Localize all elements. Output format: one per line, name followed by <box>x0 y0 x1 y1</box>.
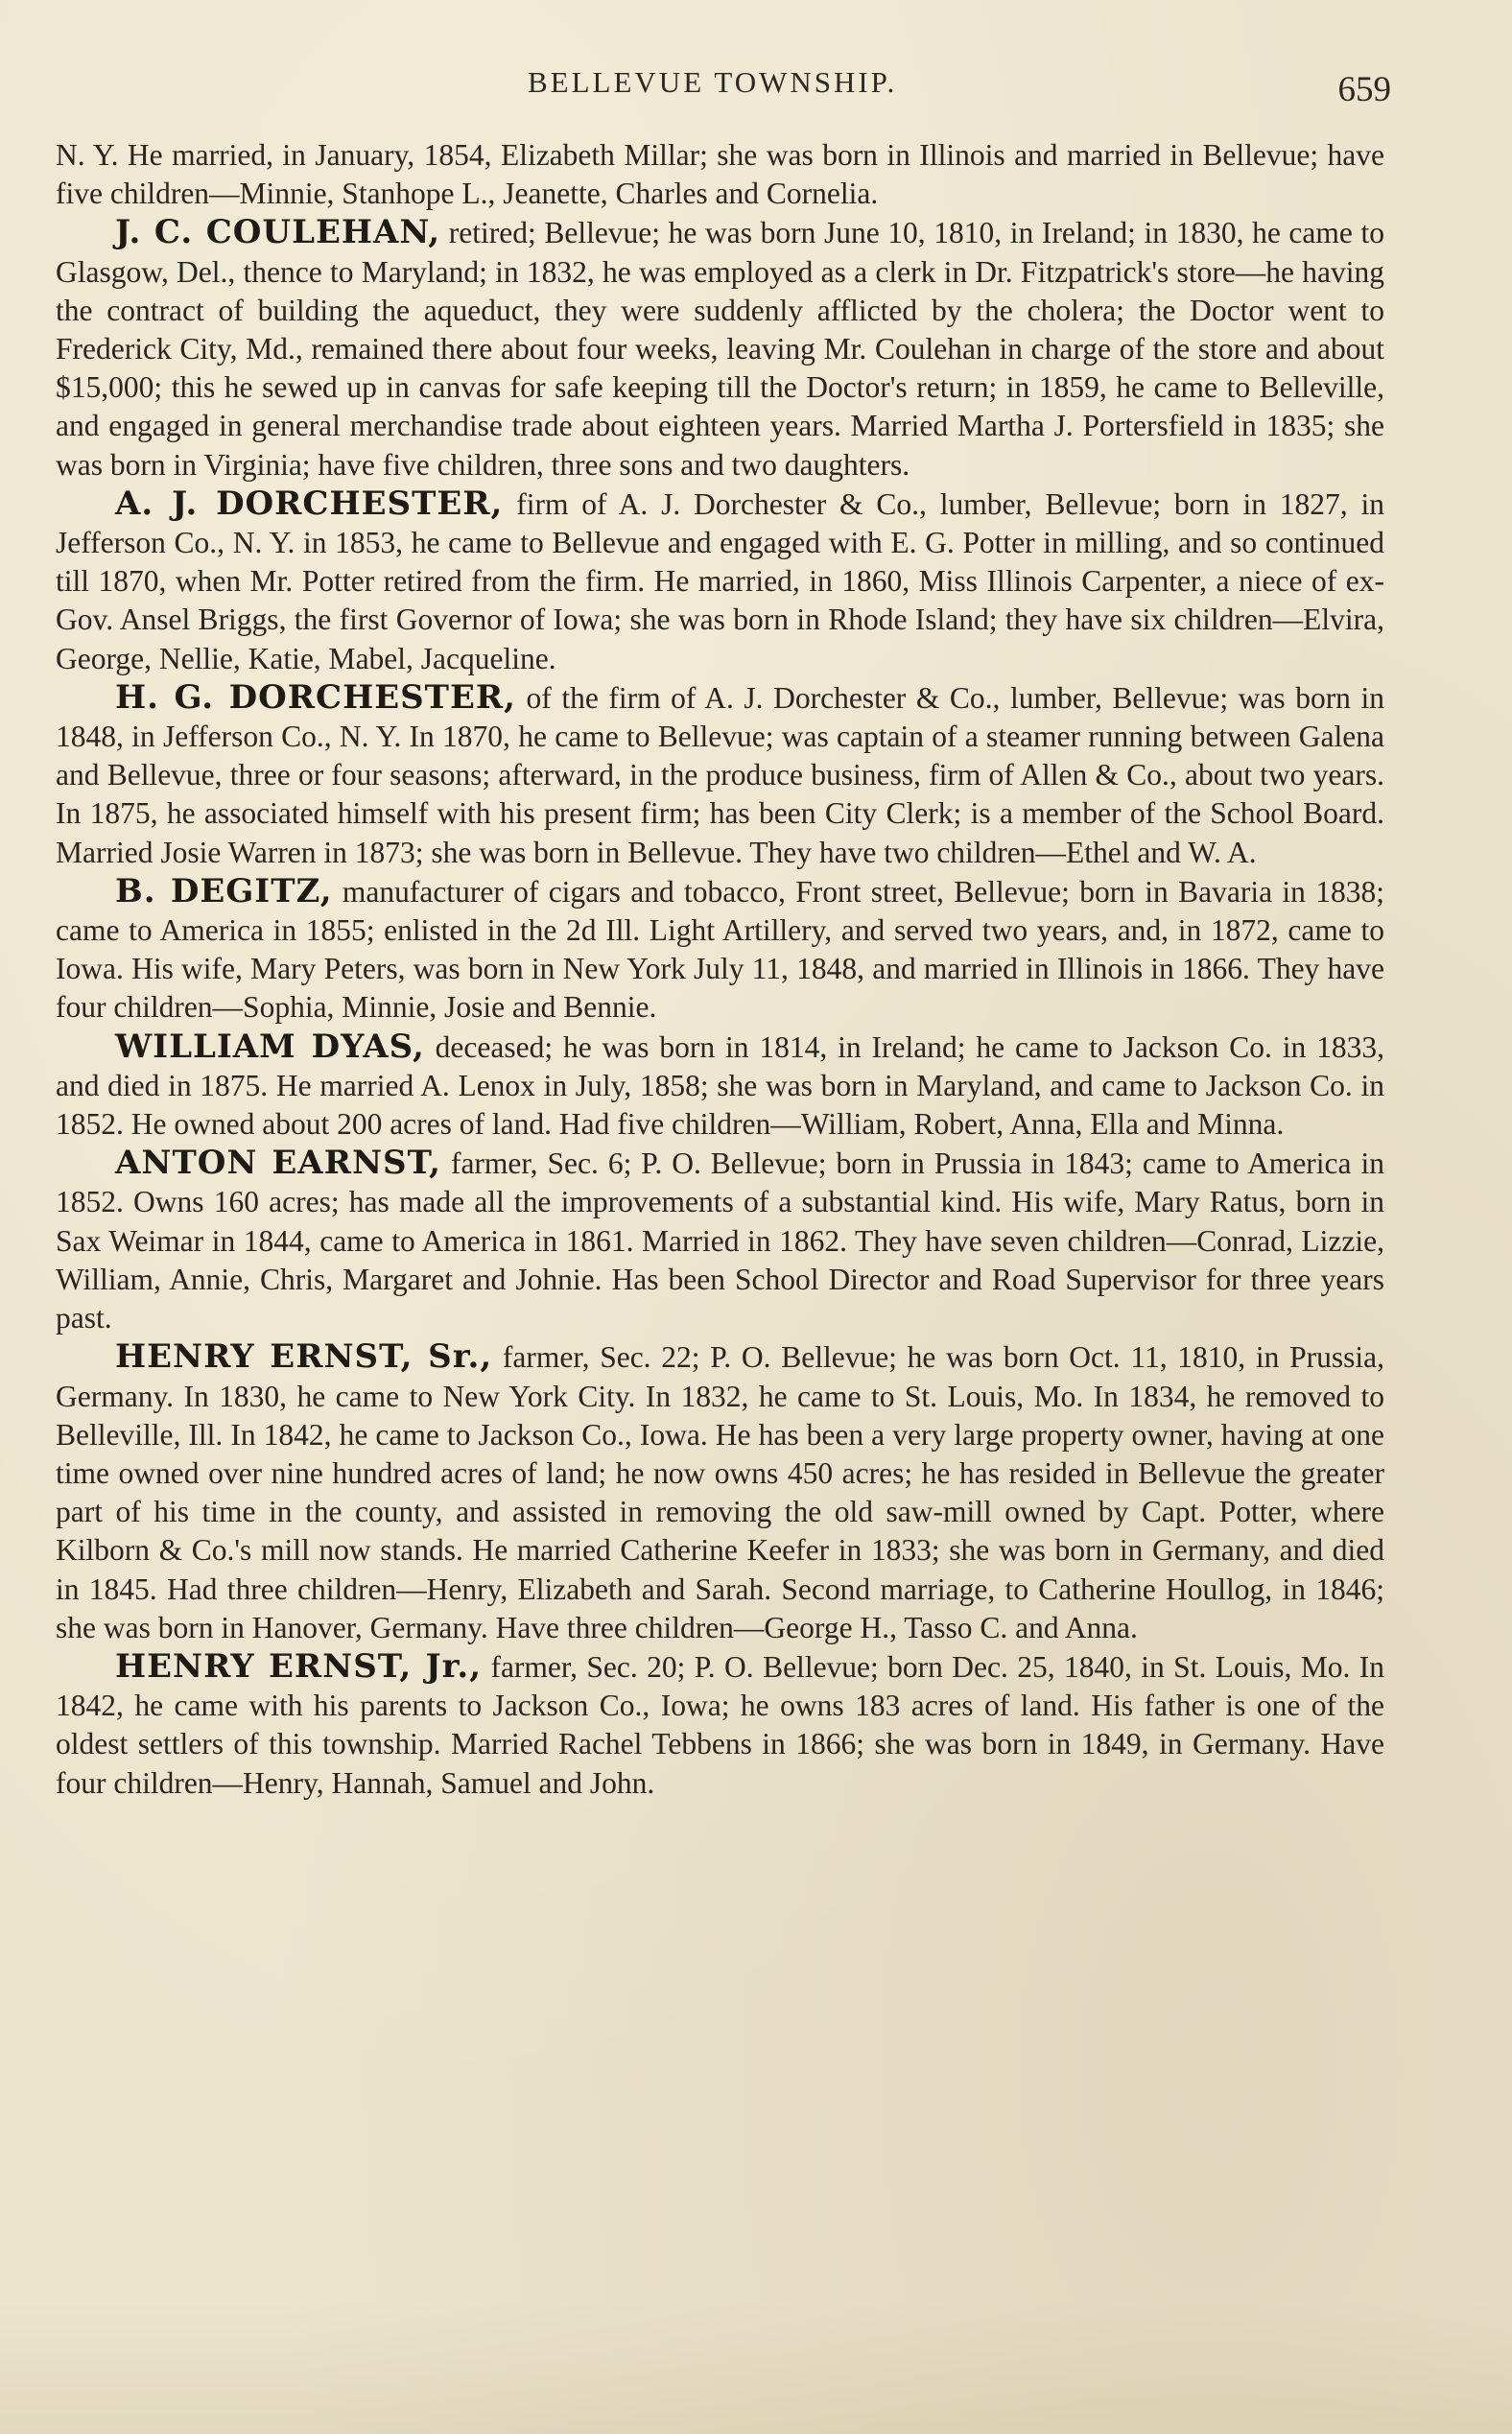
entry-text: deceased; he was born in 1814, in Ireland; he came to Jackson Co. in 1833, and died in 1875. He married A. Lenox in July, 1858; she was born in Maryland, and came to Jackson Co. in 1852. He owned about 200 acres of land. Had five children—William, Robert, Anna, Ella and Minna. <box>56 1029 1384 1142</box>
running-head: BELLEVUE TOWNSHIP. <box>528 65 898 99</box>
entry-name: ANTON EARNST, <box>115 1144 441 1183</box>
entry-continued <box>56 136 1384 213</box>
biographical-entries <box>56 136 1384 1803</box>
entry-name: A. J. DORCHESTER, <box>115 484 504 523</box>
entry-henry-ernst-sr <box>56 1337 1384 1647</box>
page-number: 659 <box>1337 70 1391 109</box>
entry-name: HENRY ERNST, Jr., <box>115 1646 483 1686</box>
entry-text: manufacturer of cigars and tobacco, Front street, Bellevue; born in Bavaria in 1838; came to America in 1855; enlisted in the 2d Ill. Light Artillery, and served two years, and, in 1872, came to Iowa. His wife, Mary Peters, was born in New York July 11, 1848, and married in Illinois in 1866. They have four children—Sophia, Minnie, Josie and Bennie. <box>56 874 1384 1025</box>
entry-text: N. Y. He married, in January, 1854, Elizabeth Millar; she was born in Illinois and married in Bellevue; have five children—Minnie, Stanhope L., Jeanette, Charles and Cornelia. <box>56 138 1384 211</box>
entry-name: HENRY ERNST, Sr., <box>115 1337 493 1377</box>
page-header <box>58 59 1391 117</box>
entry-name: H. G. DORCHESTER, <box>115 677 516 717</box>
entry-anton-earnst <box>56 1144 1384 1337</box>
entry-j-c-coulehan <box>56 213 1384 484</box>
page-bottom-margin <box>0 2300 1512 2434</box>
entry-text: farmer, Sec. 20; P. O. Bellevue; born Dec. 25, 1840, in St. Louis, Mo. In 1842, he came with his parents to Jackson Co., Iowa; he owns 183 acres of land. His father is one of the oldest settlers of this township. Married Rachel Tebbens in 1866; she was born in 1849, in Germany. Have four children—Henry, Hannah, Samuel and John. <box>56 1649 1384 1800</box>
entry-text: firm of A. J. Dorchester & Co., lumber, Bellevue; born in 1827, in Jefferson Co., N. Y. in 1853, he came to Bellevue and engaged with E. G. Potter in milling, and so continued till 1870, when Mr. Potter retired from the firm. He married, in 1860, Miss Illinois Carpenter, a niece of ex-Gov. Ansel Briggs, the first Governor of Iowa; she was born in Rhode Island; they have six children—Elvira, George, Nellie, Katie, Mabel, Jacqueline. <box>56 486 1384 675</box>
entry-name: J. C. COULEHAN, <box>115 213 441 252</box>
entry-h-g-dorchester <box>56 678 1384 872</box>
entry-text: retired; Bellevue; he was born June 10, 1810, in Ireland; in 1830, he came to Glasgow, Del., thence to Maryland; in 1832, he was employed as a clerk in Dr. Fitzpatrick's store—he having the contract of building the aqueduct, they were suddenly afflicted by the cholera; the Doctor went to Frederick City, Md., remained there about four weeks, leaving Mr. Coulehan in charge of the store and about $15,000; this he sewed up in canvas for safe keeping till the Doctor's return; in 1859, he came to Belleville, and engaged in general merchandise trade about eighteen years. Married Martha J. Portersfield in 1835; she was born in Virginia; have five children, three sons and two daughters. <box>56 216 1384 482</box>
entry-b-degitz <box>56 872 1384 1028</box>
entry-a-j-dorchester <box>56 484 1384 678</box>
entry-name: B. DEGITZ, <box>115 871 333 910</box>
entry-name: WILLIAM DYAS, <box>115 1027 425 1066</box>
entry-text: farmer, Sec. 6; P. O. Bellevue; born in Prussia in 1843; came to America in 1852. Owns 160 acres; has made all the improvements of a substantial kind. His wife, Mary Ratus, born in Sax Weimar in 1844, came to America in 1861. Married in 1862. They have seven children—Conrad, Lizzie, William, Annie, Chris, Margaret and Johnie. Has been School Director and Road Supervisor for three years past. <box>56 1146 1384 1335</box>
entry-text: of the firm of A. J. Dorchester & Co., lumber, Bellevue; was born in 1848, in Jefferson Co., N. Y. In 1870, he came to Bellevue; was captain of a steamer running between Galena and Bellevue, three or four seasons; afterward, in the produce business, firm of Allen & Co., about two years. In 1875, he associated himself with his present firm; has been City Clerk; is a member of the School Board. Married Josie Warren in 1873; she was born in Bellevue. They have two children—Ethel and W. A. <box>56 680 1384 869</box>
entry-william-dyas <box>56 1028 1384 1145</box>
entry-henry-ernst-jr <box>56 1647 1384 1803</box>
entry-text: farmer, Sec. 22; P. O. Bellevue; he was born Oct. 11, 1810, in Prussia, Germany. In 1830, he came to New York City. In 1832, he came to St. Louis, Mo. In 1834, he removed to Belleville, Ill. In 1842, he came to Jackson Co., Iowa. He has been a very large property owner, having at one time owned over nine hundred acres of land; he now owns 450 acres; he has resided in Bellevue the greater part of his time in the county, and assisted in removing the old saw-mill owned by Capt. Potter, where Kilborn & Co.'s mill now stands. He married Catherine Keefer in 1833; she was born in Germany, and died in 1845. Had three children—Henry, Elizabeth and Sarah. Second marriage, to Catherine Houllog, in 1846; she was born in Hanover, Germany. Have three children—George H., Tasso C. and Anna. <box>56 1340 1385 1644</box>
